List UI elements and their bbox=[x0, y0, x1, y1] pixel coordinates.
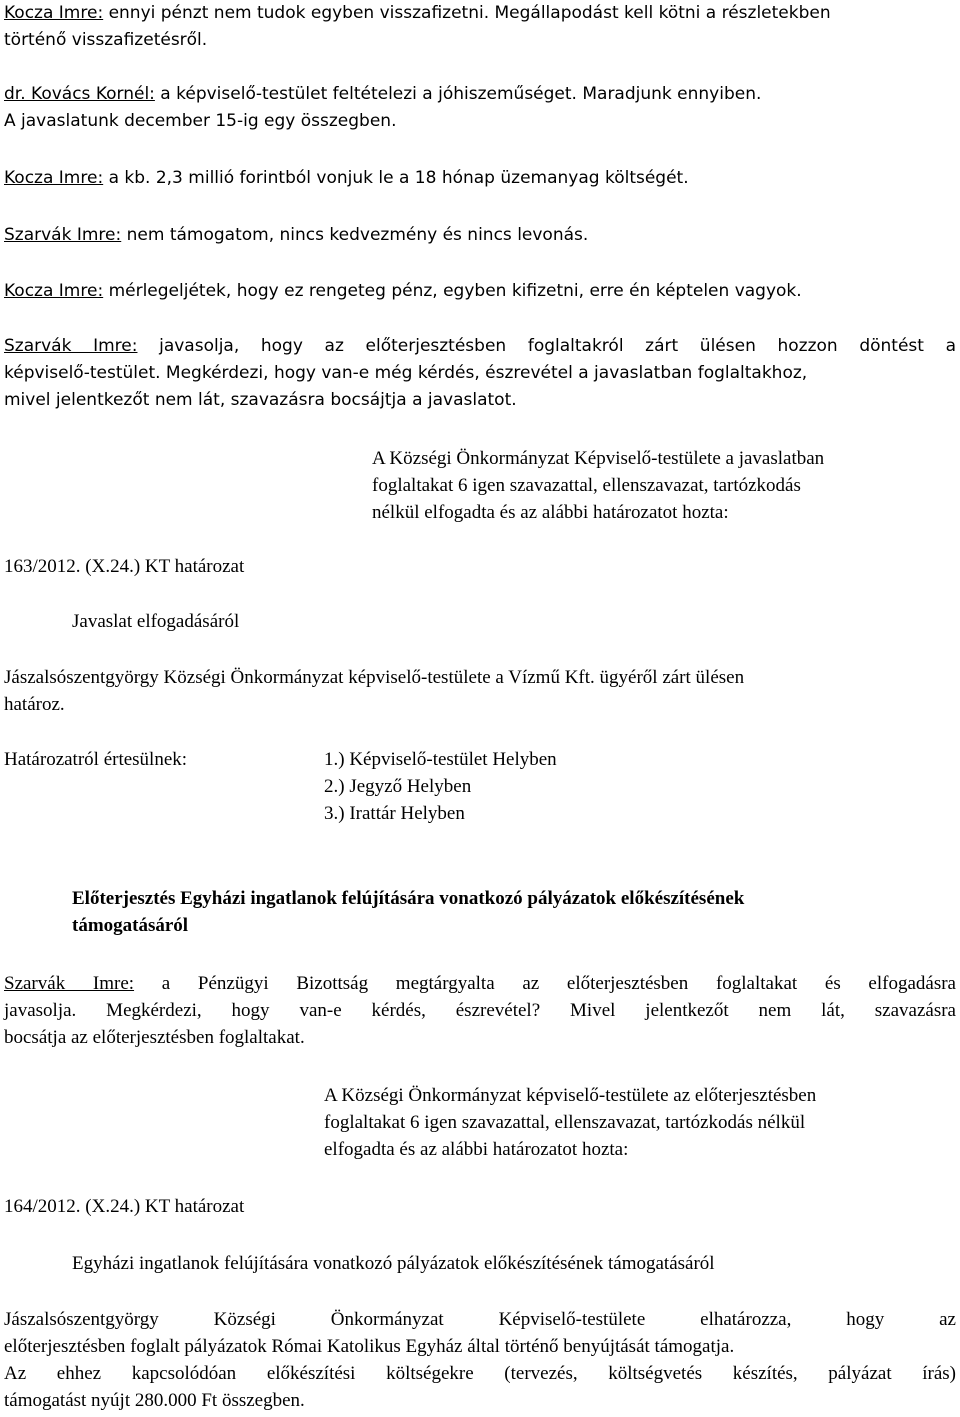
section-title-text: támogatásáról bbox=[72, 915, 189, 936]
paragraph-text: javasolja. Megkérdezi, hogy van-e kérdés, észrevétel? Mivel jelentkezőt nem lát, szavazásra bbox=[4, 1000, 956, 1021]
paragraph-kocza-2 bbox=[4, 165, 956, 192]
resolution-subject-164: Egyházi ingatlanok felújítására vonatkozó pályázatok előkészítésének támogatásáról bbox=[72, 1253, 715, 1274]
paragraph-szarvak-1 bbox=[4, 222, 956, 249]
paragraph-szarvak-2 bbox=[4, 333, 956, 414]
speaker-name: Szarvák Imre: bbox=[4, 225, 122, 245]
resolution-subject-163: Javaslat elfogadásáról bbox=[72, 611, 240, 632]
vote-text: A Községi Önkormányzat Képviselő-testülete a javaslatban bbox=[372, 448, 825, 469]
notify-item: 3.) Irattár Helyben bbox=[324, 803, 465, 824]
speaker-name: Szarvák Imre: bbox=[4, 973, 135, 994]
vote-text: A Községi Önkormányzat képviselő-testülete az előterjesztésben bbox=[324, 1085, 817, 1106]
resolution-text: támogatást nyújt 280.000 Ft összegben. bbox=[4, 1390, 305, 1411]
speaker-name: Kocza Imre: bbox=[4, 281, 104, 301]
paragraph-text: Megkérdezi, hogy van-e még kérdés, észrevétel a javaslatban foglaltakhoz, bbox=[160, 363, 808, 383]
resolution-text: Jászalsószentgyörgy Községi Önkormányzat Képviselő-testülete elhatározza, hogy az bbox=[4, 1309, 956, 1330]
resolution-text: Az ehhez kapcsolódóan előkészítési költségekre (tervezés, költségvetés készítés, pályázat írás) bbox=[4, 1363, 956, 1384]
notify-label: Határozatról értesülnek: bbox=[4, 749, 188, 770]
vote-text: foglaltakat 6 igen szavazattal, ellenszavazat, tartózkodás bbox=[372, 475, 801, 496]
notify-list bbox=[324, 746, 557, 827]
resolution-body-164 bbox=[4, 1306, 956, 1414]
paragraph-text: A javaslatunk december 15-ig egy összegben. bbox=[4, 111, 397, 131]
paragraph-text: nem támogatom, nincs kedvezmény és nincs levonás. bbox=[121, 225, 589, 245]
notify-item: 1.) Képviselő-testület Helyben bbox=[324, 749, 557, 770]
resolution-text: határoz. bbox=[4, 694, 65, 715]
paragraph-text: ennyi pénzt nem tudok egyben visszafizetni. Megállapodást kell kötni a részletekben bbox=[103, 3, 831, 23]
speaker-name: Kocza Imre: bbox=[4, 168, 104, 188]
paragraph-text: a Pénzügyi Bizottság megtárgyalta az előterjesztésben foglaltakat és elfogadásra bbox=[134, 973, 956, 994]
paragraph-text: javasolja, hogy az előterjesztésben foglaltakról zárt ülésen hozzon döntést a bbox=[137, 336, 956, 356]
paragraph-text: a képviselő-testület feltételezi a jóhiszeműséget. Maradjunk ennyiben. bbox=[154, 84, 762, 104]
paragraph-kocza-1 bbox=[4, 0, 956, 54]
resolution-text: Jászalsószentgyörgy Községi Önkormányzat képviselő-testülete a Vízmű Kft. ügyéről zárt ülésen bbox=[4, 667, 745, 688]
resolution-number-164: 164/2012. (X.24.) KT határozat bbox=[4, 1196, 245, 1217]
paragraph-kovacs bbox=[4, 81, 956, 135]
vote-result-1 bbox=[372, 445, 958, 526]
vote-text: elfogadta és az alábbi határozatot hozta: bbox=[324, 1139, 629, 1160]
paragraph-text: képviselő-testület. bbox=[4, 363, 161, 383]
resolution-number-163: 163/2012. (X.24.) KT határozat bbox=[4, 556, 245, 577]
resolution-text: előterjesztésben foglalt pályázatok Római Katolikus Egyház által történő benyújtását támogatja. bbox=[4, 1336, 735, 1357]
speaker-name: Szarvák Imre: bbox=[4, 336, 138, 356]
paragraph-kocza-3 bbox=[4, 278, 956, 305]
speaker-name: dr. Kovács Kornél: bbox=[4, 84, 155, 104]
paragraph-text: mérlegeljétek, hogy ez rengeteg pénz, egyben kifizetni, erre én képtelen vagyok. bbox=[103, 281, 802, 301]
notify-item: 2.) Jegyző Helyben bbox=[324, 776, 472, 797]
paragraph-text: mivel jelentkezőt nem lát, szavazásra bocsájtja a javaslatot. bbox=[4, 390, 517, 410]
speaker-name: Kocza Imre: bbox=[4, 3, 104, 23]
paragraph-text: bocsátja az előterjesztésben foglaltakat. bbox=[4, 1027, 305, 1048]
section-title-text: Előterjesztés Egyházi ingatlanok felújítására vonatkozó pályázatok előkészítésének bbox=[72, 888, 745, 909]
paragraph-szarvak-3 bbox=[4, 970, 956, 1051]
section-title bbox=[72, 885, 952, 939]
resolution-body-163 bbox=[4, 664, 956, 718]
vote-text: foglaltakat 6 igen szavazattal, ellenszavazat, tartózkodás nélkül bbox=[324, 1112, 806, 1133]
paragraph-text: a kb. 2,3 millió forintból vonjuk le a 18 hónap üzemanyag költségét. bbox=[103, 168, 689, 188]
vote-text: nélkül elfogadta és az alábbi határozatot hozta: bbox=[372, 502, 729, 523]
vote-result-2 bbox=[324, 1082, 958, 1163]
paragraph-text: történő visszafizetésről. bbox=[4, 30, 208, 50]
